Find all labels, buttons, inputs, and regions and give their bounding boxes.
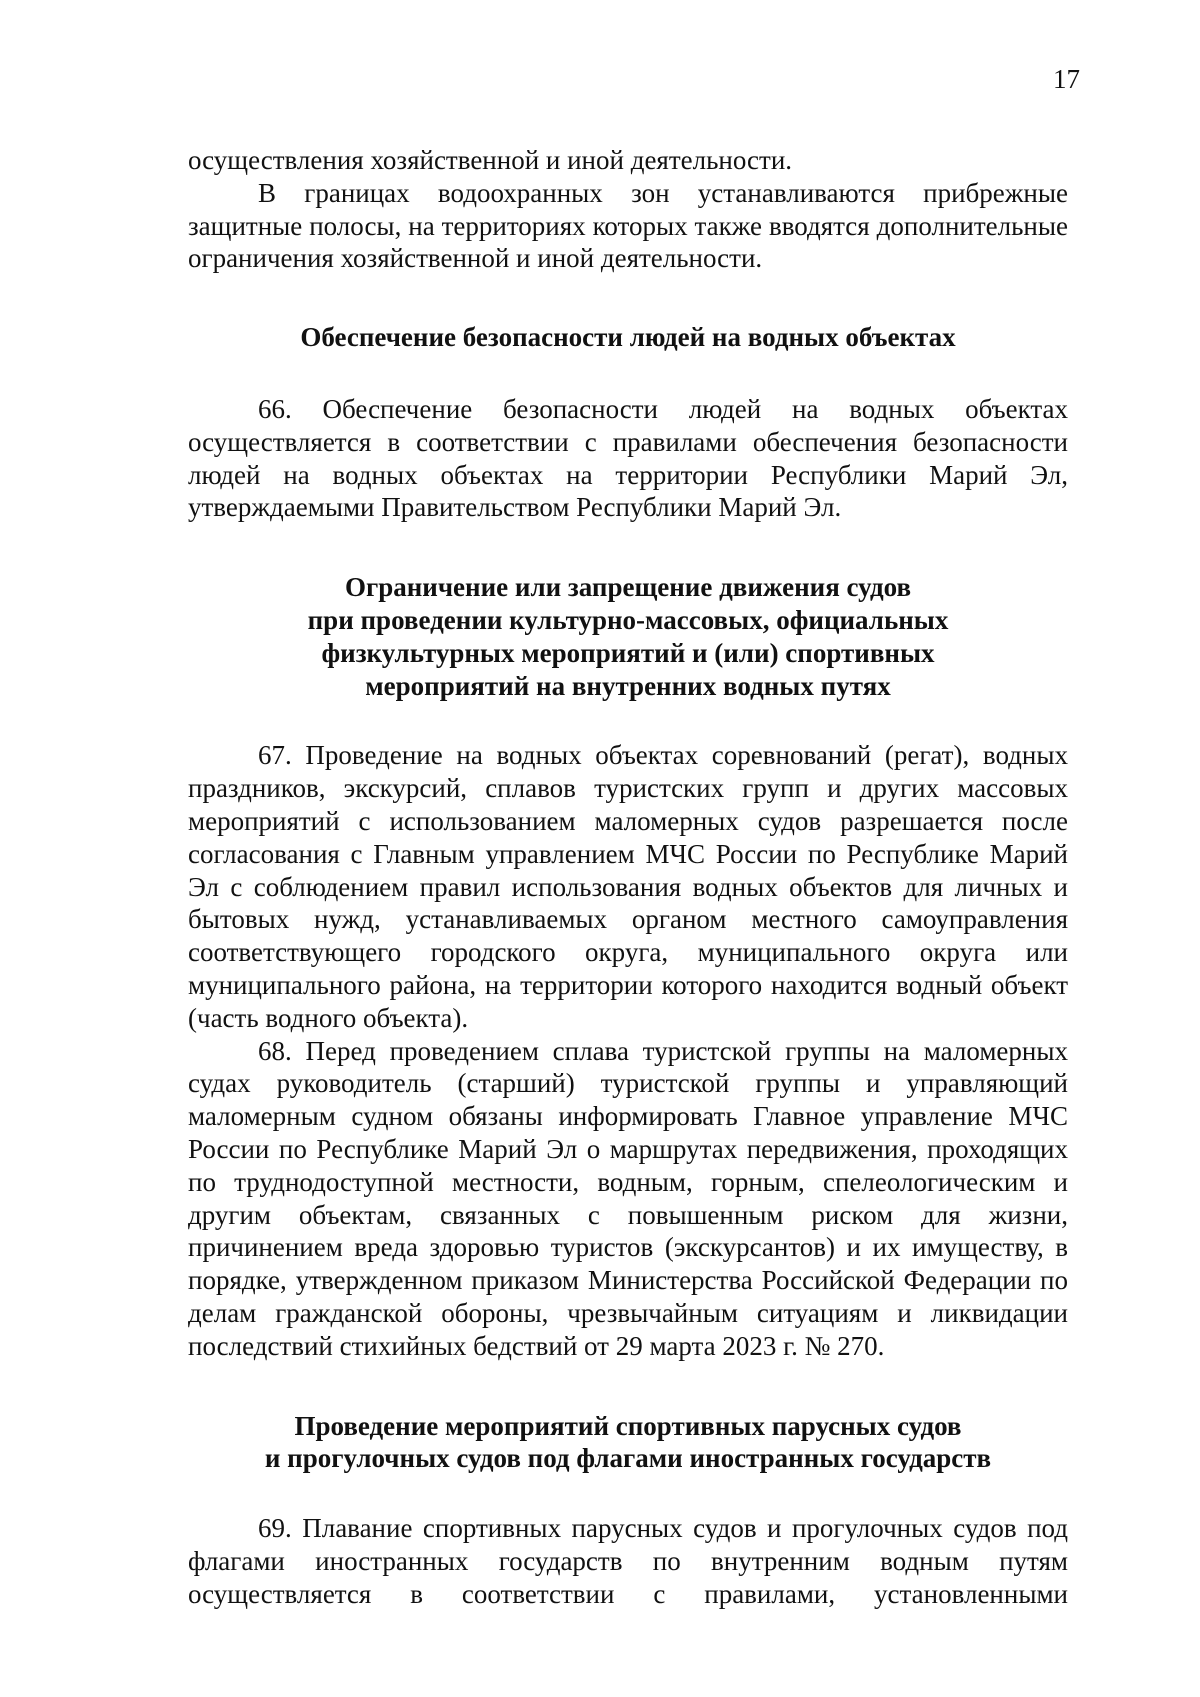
document-body [188, 144, 1068, 1610]
paragraph-coastal-strips: В границах водоохранных зон устанавливаются прибрежные защитные полосы, на территориях которых также вводятся дополнительные ограничения хозяйственной и иной деятельности. [188, 177, 1068, 274]
heading-line: и прогулочных судов под флагами иностранных государств [264, 1443, 992, 1474]
page-number: 17 [1053, 64, 1080, 94]
section-heading-water-safety: Обеспечение безопасности людей на водных объектах [300, 322, 956, 353]
heading-line: мероприятий на внутренних водных путях [365, 670, 891, 701]
section-heading-vessel-restrictions [188, 571, 1068, 702]
paragraph-68: 68. Перед проведением сплава туристской группы на маломерных судах руководитель (старший) туристской группы и управляющий маломерным судном обязаны информировать Главное управление МЧС России по Республике Марий Эл о маршрутах передвижения, проходящих по труднодоступной местности, водным, горным, спелеологическим и другим объектам, связанных с повышенным риском для жизни, причинением вреда здоровью туристов (экскурсантов) и их имуществу, в порядке, утвержденном приказом Министерства Российской Федерации по делам гражданской обороны, чрезвычайным ситуациям и ликвидации последствий стихийных бедствий от 29 марта 2023 г. № 270. [188, 1035, 1068, 1361]
heading-line: физкультурных мероприятий и (или) спортивных [321, 637, 935, 668]
paragraph-69: 69. Плавание спортивных парусных судов и прогулочных судов под флагами иностранных государств по внутренним водным путям осуществляется в соответствии с правилами, установленными [188, 1513, 1068, 1609]
paragraph-intro-continuation: осуществления хозяйственной и иной деятельности. [188, 145, 793, 175]
paragraph-67: 67. Проведение на водных объектах соревнований (регат), водных праздников, экскурсий, сплавов туристских групп и других массовых мероприятий с использованием маломерных судов разрешается после согласования с Главным управлением МЧС России по Республике Марий Эл с соблюдением правил использования водных объектов для личных и бытовых нужд, устанавливаемых органом местного самоуправления соответствующего городского округа, муниципального округа или муниципального района, на территории которого находится водный объект (часть водного объекта). [188, 740, 1068, 1033]
paragraph-66: 66. Обеспечение безопасности людей на водных объектах осуществляется в соответствии с правилами обеспечения безопасности людей на водных объектах на территории Республики Марий Эл, утверждаемыми Правительством Республики Марий Эл. [188, 393, 1068, 523]
heading-line: Ограничение или запрещение движения судов [344, 572, 912, 603]
heading-line: при проведении культурно-массовых, официальных [307, 604, 949, 635]
section-heading-foreign-vessels [188, 1410, 1068, 1476]
heading-line: Проведение мероприятий спортивных парусных судов [294, 1410, 962, 1441]
